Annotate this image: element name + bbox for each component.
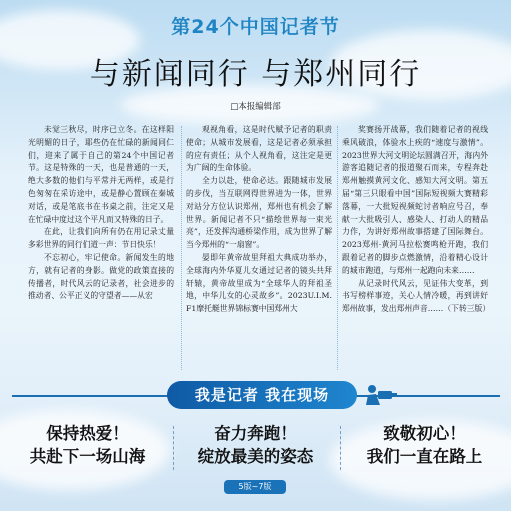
section-banner [12,381,500,411]
page-range-badge: 5版~7版 [224,480,286,494]
article-paragraph: 在此，让我们向所有仍在用记录丈量多彩世界的同行们道一声：节日快乐！ [28,227,174,250]
slogan-2 [173,422,338,468]
slogan-line: 奋力奔跑！ [214,424,297,443]
banner-title: 我是记者 我在现场 [167,381,357,409]
slogan-line: 致敬初心！ [383,424,466,443]
page-headline: 与新闻同行 与郑州同行 [89,57,422,92]
article-paragraph: 奖赛扬开战幕，我们随着记者的视线乘风破浪，体验水上疾的“速度与激情”。2023世界大河文明论坛圆满召开，海内外游客追随记者的报道聚石而来，专程奔赴郑州触摸黄河文化、感知大河文明。第五届“第三只眼看中国”国际短视频大赛精彩落幕，一大批短视频蛇讨者响应号召，奉献一大批吸引人、感染人、打动人的精品力作，为讲好郑州故事搭建了国际舞台。2023郑州·黄河马拉松赛鸣枪开跑，我们跟着记者的脚步点燃激情，沿着精心设计的城市跑道，与郑州一起跑向未来…… [342,125,488,275]
article-paragraph: 从记录时代风云，见证伟大变革，到书写榜样事迹，关心人情冷暖，再到讲好郑州故事，发出郑州声音……（下转三版） [342,278,491,314]
article-column-3 [342,124,491,316]
article-paragraph: 观视角看，这是时代赋予记者的职责使命；从城市发展看，这是记者必须承担的应有责任；从个人视角看，这注定是更为广阔的生命体验。 [186,125,332,173]
slogan-line: 共赴下一场山海 [29,447,146,466]
article-paragraph: 未觉三秋尽，时序已立冬。在这样阳光明媚的日子，耶些仍在忙碌的新闻同仁们，迎来了属于自己的第24个中国记者节。这是特殊的一天，也是普通的一天，绝大多数的他们与平常并无两样，或是行色匆匆在采访途中，或是静心置顾在秦城对话，或是笔底书在书桌之前，注定又是在忙碌中度过这个平凡而又特殊的日子。 [28,125,174,224]
camera-reporter-icon [360,383,400,407]
column-divider [181,126,182,370]
slogan-divider [340,426,341,470]
column-divider [337,126,338,370]
slogan-1 [5,422,170,468]
slogan-3 [342,422,507,468]
article-body [26,124,492,382]
article-paragraph: 不忘初心，牢记使命。新闻发生的地方，就有记者的身影。做党的政策直接的传播者，时代风云的记录者，社会进步的推动者、公平正义的守望者——从宏 [28,252,174,301]
slogan-line: 我们一直在路上 [366,447,483,466]
slogan-line: 绽放最美的姿态 [197,447,314,466]
slogan-line: 保持热爱！ [46,424,129,443]
article-paragraph: 晏即年黄帝故里拜祖大典成功举办，全球海内外华夏儿女通过记者的镜头共拜轩辕，黄帝故里成为“全球华人的拜祖圣地，中华儿女的心灵故乡”。2023U.I.M. F1摩托艇世界锦标赛中国郑州大 [186,252,332,314]
article-column-1 [28,124,174,303]
festival-title: 第24个中国记者节 [171,16,340,38]
article-paragraph: 全力以赴，使命必达。跟随城市发展的步伐，当互联网得世界进为一体，世界对站分方位认识郑州，郑州也有机会了解世界。新闻记者不只“描绘世界每一束光亮”，还发挥沟通桥梁作用，成为世界了解当今郑州的“一扇窗”。 [186,176,332,250]
byline: □本报编辑部 [230,102,281,112]
article-column-2 [186,124,332,316]
